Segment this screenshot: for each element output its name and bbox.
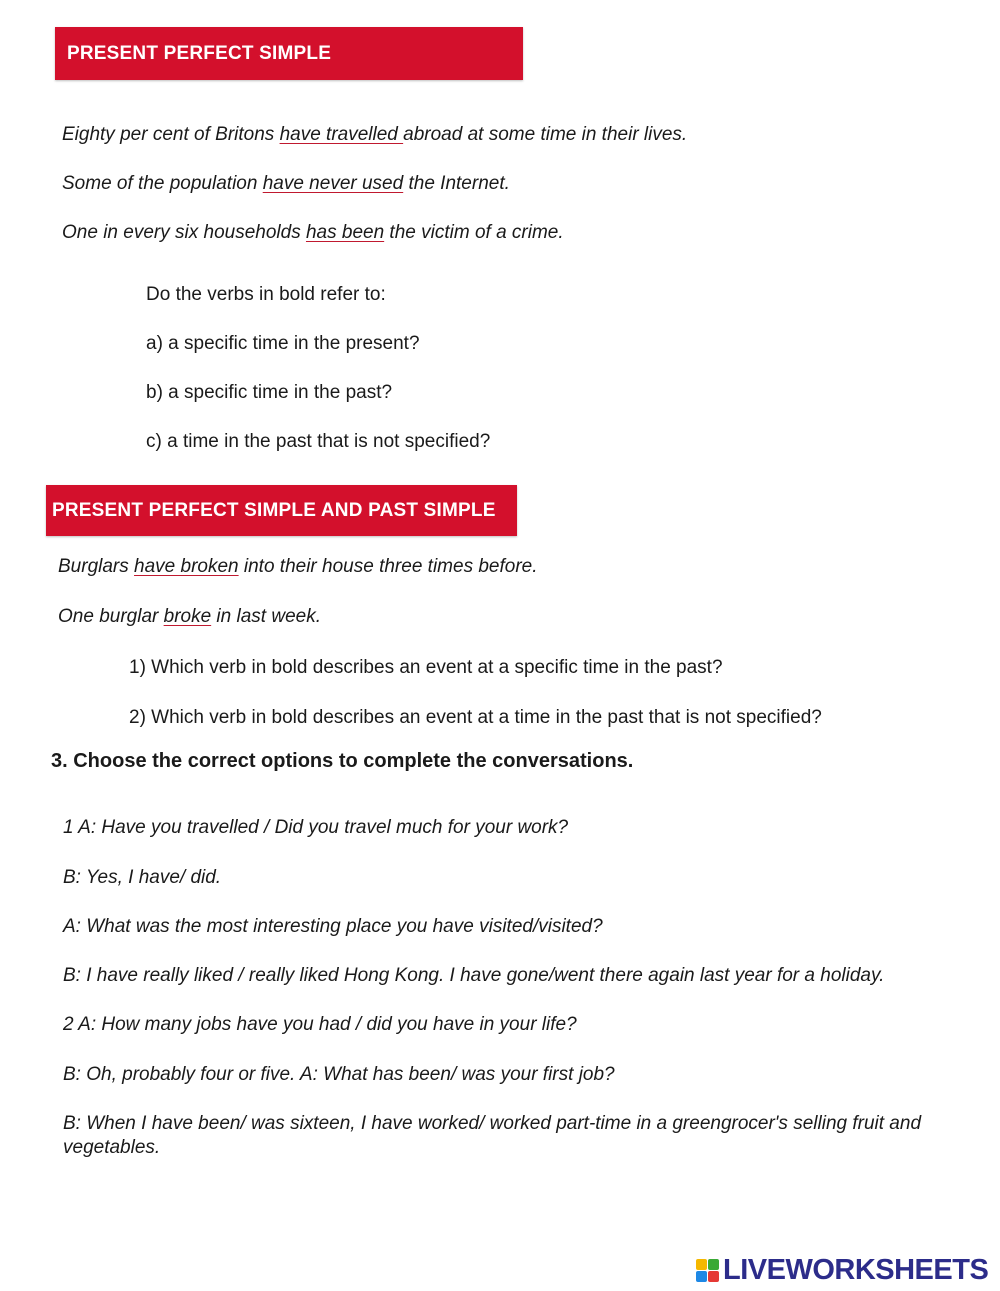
example-text: the victim of a crime.	[384, 222, 564, 243]
example-sentence	[62, 221, 564, 245]
logo-square-icon	[708, 1259, 719, 1270]
example-verb: have never used	[262, 173, 404, 194]
exercise-heading: 3. Choose the correct options to complete the conversations.	[51, 750, 634, 772]
option-c: c) a time in the past that is not specified?	[146, 431, 491, 452]
example-verb: broke	[163, 606, 212, 627]
question-2: 2) Which verb in bold describes an event at a time in the past that is not specified?	[129, 707, 822, 728]
example-verb: have travelled	[279, 124, 404, 145]
option-b: b) a specific time in the past?	[146, 382, 393, 403]
conversation-line: A: What was the most interesting place you have visited/visited?	[63, 916, 603, 937]
example-verb: has been	[305, 222, 385, 243]
example-text: into their house three times before.	[238, 556, 538, 577]
example-text: in last week.	[211, 606, 321, 627]
example-verb: have broken	[134, 556, 239, 577]
conversation-line: B: I have really liked / really liked Hong Kong. I have gone/went there again last year for a holiday.	[63, 965, 885, 986]
section2-banner	[46, 485, 517, 536]
example-text: abroad at some time in their lives.	[403, 124, 688, 145]
example-sentence	[62, 123, 687, 147]
conversation-line: B: Oh, probably four or five. A: What has been/ was your first job?	[63, 1064, 615, 1085]
example-text: One in every six households	[62, 222, 306, 243]
example-text: Eighty per cent of Britons	[62, 124, 280, 145]
example-text: Burglars	[58, 556, 135, 577]
example-sentence	[58, 555, 538, 579]
logo-square-icon	[696, 1271, 707, 1282]
logo-mark-icon	[696, 1259, 719, 1282]
example-text: the Internet.	[403, 173, 510, 194]
logo-square-icon	[696, 1259, 707, 1270]
example-sentence	[62, 172, 510, 196]
section2-banner-title: PRESENT PERFECT SIMPLE AND PAST SIMPLE	[52, 499, 496, 521]
liveworksheets-logo	[696, 1255, 988, 1285]
example-sentence	[58, 605, 321, 629]
conversation-line: B: When I have been/ was sixteen, I have worked/ worked part-time in a greengrocer's selling fruit and vegetables.	[63, 1113, 922, 1158]
question-1: 1) Which verb in bold describes an event at a specific time in the past?	[129, 657, 723, 678]
logo-text: LIVEWORKSHEETS	[723, 1253, 989, 1286]
section1-banner-title: PRESENT PERFECT SIMPLE	[67, 42, 332, 64]
option-a: a) a specific time in the present?	[146, 333, 420, 354]
example-text: Some of the population	[62, 173, 263, 194]
logo-square-icon	[708, 1271, 719, 1282]
question-prompt: Do the verbs in bold refer to:	[146, 284, 386, 305]
conversation-line: 1 A: Have you travelled / Did you travel much for your work?	[63, 817, 569, 838]
conversation-line: 2 A: How many jobs have you had / did you have in your life?	[63, 1014, 577, 1035]
example-text: One burglar	[58, 606, 164, 627]
section1-banner	[55, 27, 523, 80]
conversation-line: B: Yes, I have/ did.	[63, 867, 222, 888]
